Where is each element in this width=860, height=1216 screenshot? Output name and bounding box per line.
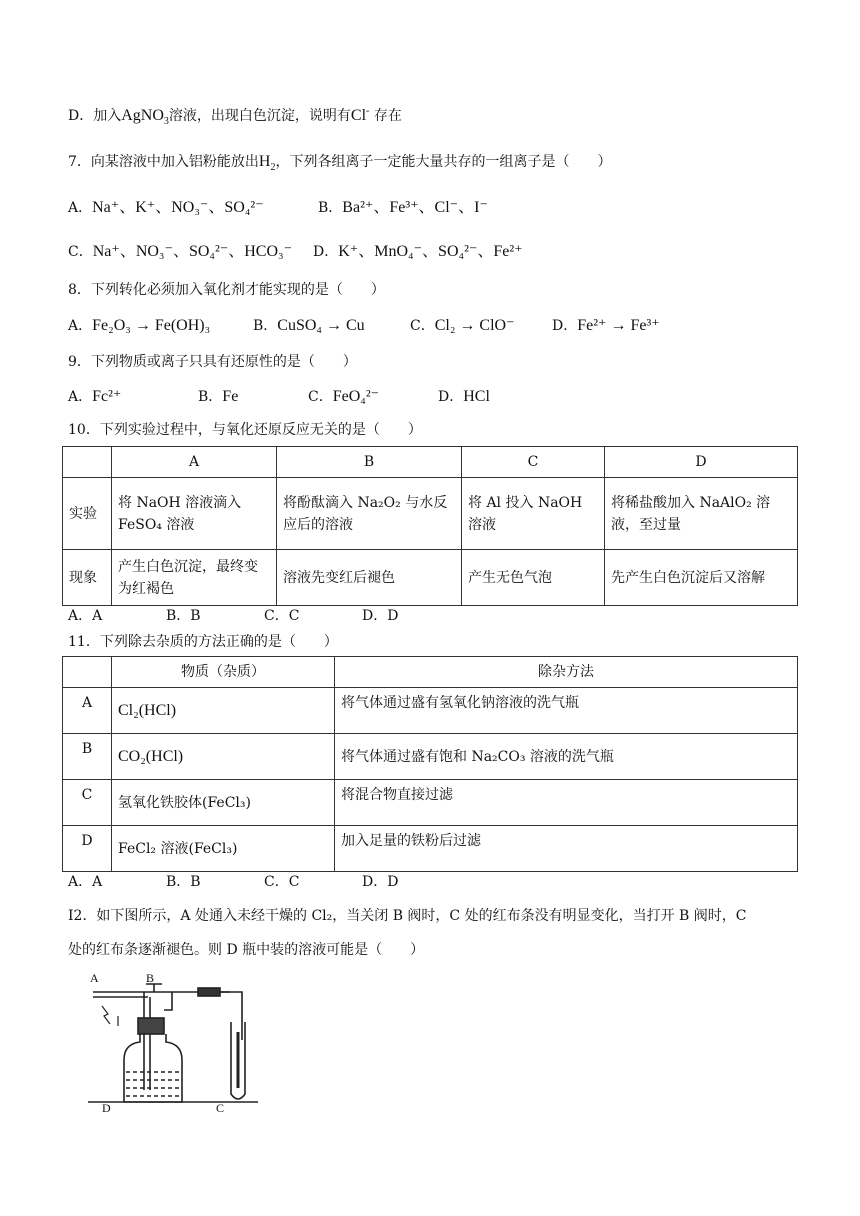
bottle-d: [124, 1034, 182, 1102]
row-label: A: [63, 688, 112, 734]
q6-d-mid: 溶液，出现白色沉淀，说明有: [168, 108, 351, 124]
q9-stem: 9．下列物质或离子只具有还原性的是（ ）: [68, 354, 357, 370]
table-cell: FeCl₂ 溶液(FeCl₃): [112, 826, 335, 872]
q7-option-c[interactable]: C．Na⁺、NO₃⁻、SO₄²⁻、HCO₃⁻: [68, 243, 293, 260]
table-cell: 将 Al 投入 NaOH 溶液: [462, 478, 605, 550]
table-header-row: [63, 657, 798, 688]
table-cell: 产生无色气泡: [462, 550, 605, 606]
row-label: 实验: [63, 478, 112, 550]
q12-stem-line2: 处的红布条逐渐褪色。则 D 瓶中装的溶液可能是（ ）: [68, 942, 425, 958]
table-header-cell: 除杂方法: [335, 657, 798, 688]
q9-option-a[interactable]: A．Fc²⁺: [68, 388, 122, 405]
table-cell: 溶液先变红后褪色: [277, 550, 462, 606]
q8-stem: 8．下列转化必须加入氧化剂才能实现的是（ ）: [68, 282, 385, 298]
q11-stem: 11．下列除去杂质的方法正确的是（ ）: [68, 634, 338, 650]
q10-stem: 10．下列实验过程中，与氧化还原反应无关的是（ ）: [68, 422, 422, 438]
table-row: [63, 688, 798, 734]
row-label: 现象: [63, 550, 112, 606]
table-cell: 将混合物直接过滤: [335, 780, 798, 826]
q6-d-suffix: 存在: [373, 108, 402, 124]
dip-tube: [144, 992, 150, 1090]
q10-answer-a[interactable]: A．A: [68, 608, 103, 624]
valve-b: [146, 984, 162, 992]
table-header-row: [63, 447, 798, 478]
q11-answer-a[interactable]: A．A: [68, 874, 103, 890]
table-row: [63, 780, 798, 826]
q11-answer-b[interactable]: B．B: [166, 874, 201, 890]
table-cell: 将酚酞滴入 Na₂O₂ 与水反应后的溶液: [277, 478, 462, 550]
row-label: C: [63, 780, 112, 826]
q11-answers: [68, 872, 398, 892]
table-header-cell: B: [277, 447, 462, 478]
label-d: D: [102, 1101, 111, 1115]
q10-answer-b[interactable]: B．B: [166, 608, 201, 624]
table-cell: 加入足量的铁粉后过滤: [335, 826, 798, 872]
table-header-cell: A: [112, 447, 277, 478]
row-label: D: [63, 826, 112, 872]
q10-answer-c[interactable]: C．C: [264, 608, 300, 624]
q12-stem-line1: I2．如下图所示，A 处通入未经干燥的 Cl₂，当关闭 B 阀时，C 处的红布条没有明显变化，当打开 B 阀时，C: [68, 908, 747, 924]
q6-option-d: [68, 106, 402, 126]
q8-option-a[interactable]: A．Fe₂O₃ → Fe(OH)₃: [68, 317, 211, 334]
table-header-cell: 物质（杂质）: [112, 657, 335, 688]
q11-table: [62, 656, 798, 872]
q10-answer-d[interactable]: D．D: [362, 608, 399, 624]
table-row: [63, 734, 798, 780]
table-cell: 氢氧化铁胶体(FeCl₃): [112, 780, 335, 826]
q7-stem: 7．向某溶液中加入铝粉能放出$H_2$，下列各组离子一定能大量共存的一组离子是（ ）: [68, 153, 612, 174]
table-cell: 将 NaOH 溶液滴入 FeSO₄ 溶液: [112, 478, 277, 550]
table-row: [63, 826, 798, 872]
apparatus-figure: [88, 970, 288, 1118]
q11-answer-d[interactable]: D．D: [362, 874, 399, 890]
q9-option-d[interactable]: D．HCl: [438, 388, 490, 405]
table-cell: 先产生白色沉淀后又溶解: [605, 550, 798, 606]
stopper: [138, 1018, 164, 1034]
q8-option-b[interactable]: B．CuSO₄ → Cu: [253, 317, 365, 334]
table-row: [63, 550, 798, 606]
table-cell: 将气体通过盛有饱和 Na₂CO₃ 溶液的洗气瓶: [335, 734, 798, 780]
q8-option-d[interactable]: D．Fe²⁺ → Fe³⁺: [552, 317, 660, 334]
table-cell: 将稀盐酸加入 NaAlO₂ 溶液，至过量: [605, 478, 798, 550]
q11-answer-c[interactable]: C．C: [264, 874, 300, 890]
q8-option-c[interactable]: C．Cl₂ → ClO⁻: [410, 317, 515, 334]
q8-options: [68, 316, 660, 336]
label-c: C: [216, 1101, 225, 1115]
table-cell: CO₂(HCl): [112, 734, 335, 780]
label-a: A: [90, 971, 99, 985]
q7-option-d[interactable]: D．K⁺、MnO₄⁻、SO₄²⁻、Fe²⁺: [313, 243, 523, 260]
table-header-cell: C: [462, 447, 605, 478]
table-cell: 产生白色沉淀，最终变为红褐色: [112, 550, 277, 606]
table-cell: 将气体通过盛有氢氧化钠溶液的洗气瓶: [335, 688, 798, 734]
label-b: B: [146, 971, 155, 985]
q9-option-c[interactable]: C．FeO₄²⁻: [308, 388, 380, 405]
q7-option-b[interactable]: B．Ba²⁺、Fe³⁺、Cl⁻、I⁻: [318, 199, 488, 216]
row-label: B: [63, 734, 112, 780]
table-row: [63, 478, 798, 550]
q7-options-row1: [68, 198, 488, 218]
q6-d-ion: Cl-: [350, 105, 370, 124]
q10-answers: [68, 606, 398, 626]
q10-table: [62, 446, 798, 606]
table-header-cell: [63, 447, 112, 478]
table-cell: Cl₂(HCl): [112, 688, 335, 734]
q7-option-a[interactable]: A．Na⁺、K⁺、NO₃⁻、SO₄²⁻: [68, 199, 264, 216]
q6-d-reagent: AgNO$_3$: [121, 107, 169, 128]
q6-d-prefix: D．加入: [68, 108, 122, 124]
table-header-cell: D: [605, 447, 798, 478]
q9-option-b[interactable]: B．Fe: [198, 388, 239, 405]
table-header-cell: [63, 657, 112, 688]
q9-options: [68, 387, 490, 407]
q7-options-row2: [68, 242, 523, 262]
